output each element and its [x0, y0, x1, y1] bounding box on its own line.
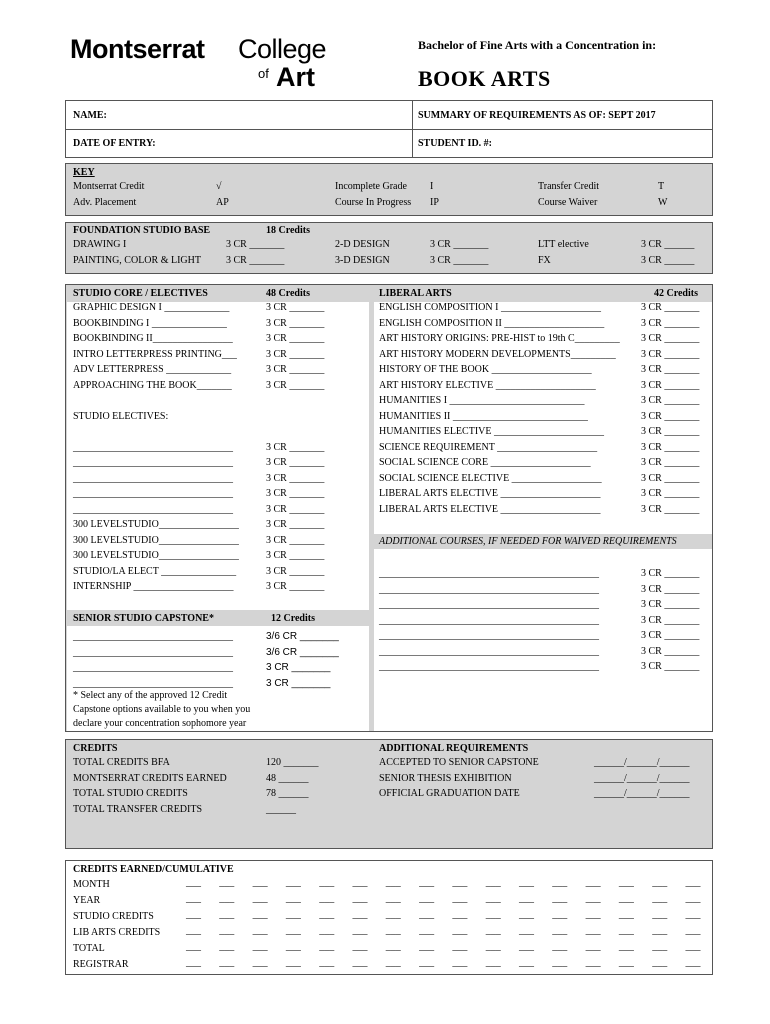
cumulative-row-list: [73, 877, 160, 973]
cumulative-cell[interactable]: ___: [252, 877, 268, 888]
cumulative-cell[interactable]: ___: [352, 893, 368, 904]
cumulative-cell[interactable]: ___: [252, 893, 268, 904]
cumulative-cell[interactable]: ___: [552, 925, 568, 936]
credit-blank[interactable]: 3 CR _______: [641, 364, 700, 375]
logo-text-montserrat: Montserrat: [70, 34, 205, 64]
studio-course: STUDIO ELECTIVES:: [73, 410, 169, 422]
key-symbol: I: [430, 181, 434, 192]
cumulative-cell[interactable]: ___: [385, 893, 401, 904]
liberal-course: ART HISTORY ELECTIVE ____________________: [379, 379, 596, 391]
credits-value[interactable]: 48 ______: [266, 772, 309, 784]
cumulative-cell[interactable]: ___: [685, 957, 701, 968]
cumulative-cell[interactable]: ___: [552, 877, 568, 888]
studio-credit-list: [266, 300, 324, 595]
additional-line[interactable]: ____________________________________________: [379, 661, 599, 672]
studio-course: 300 LEVELSTUDIO________________: [73, 550, 239, 561]
requirements-value-list: [594, 755, 690, 802]
cumulative-cell[interactable]: ___: [419, 893, 435, 904]
studio-course: ________________________________: [73, 488, 233, 499]
cumulative-cell[interactable]: ___: [519, 925, 534, 936]
liberal-course: HUMANITIES II ___________________________: [379, 410, 588, 422]
cumulative-cell[interactable]: ___: [585, 893, 601, 904]
credits-value-list: [266, 755, 319, 817]
cumulative-cell[interactable]: ___: [219, 941, 235, 952]
additional-line[interactable]: ____________________________________________: [379, 568, 599, 579]
course-name: DRAWING I: [73, 239, 127, 250]
credit-blank[interactable]: 3 CR _______: [226, 254, 285, 266]
cumulative-cell[interactable]: ___: [685, 893, 701, 904]
requirement-date[interactable]: ______/______/______: [594, 772, 690, 784]
cumulative-cell[interactable]: ___: [285, 877, 301, 888]
capstone-note: [73, 689, 250, 731]
cumulative-cell[interactable]: ___: [285, 941, 301, 952]
cumulative-cell[interactable]: ___: [252, 925, 268, 936]
summary-label: SUMMARY OF REQUIREMENTS AS OF: SEPT 2017: [418, 110, 656, 121]
credit-blank[interactable]: 3 CR _______: [641, 379, 700, 391]
liberal-credit-list: [641, 300, 699, 517]
foundation-title: FOUNDATION STUDIO BASE: [73, 225, 211, 236]
cumulative-cell[interactable]: ___: [452, 893, 468, 904]
cumulative-cell[interactable]: ___: [285, 893, 301, 904]
cumulative-cell[interactable]: ___: [585, 925, 601, 936]
capstone-line[interactable]: ________________________________: [73, 662, 233, 673]
logo-text-of: of: [258, 66, 269, 81]
credit-blank[interactable]: 3 CR _______: [266, 441, 325, 453]
credit-blank[interactable]: [266, 409, 324, 425]
cumulative-cell[interactable]: ___: [585, 877, 601, 888]
foundation-credits: 18 Credits: [266, 225, 310, 236]
studio-course: BOOKBINDING I _______________: [73, 317, 227, 329]
cumulative-cell[interactable]: ___: [652, 925, 668, 936]
cumulative-cell[interactable]: ___: [652, 941, 668, 952]
key-col-3: [335, 179, 411, 210]
requirement-date[interactable]: ______/______/______: [594, 757, 690, 768]
cumulative-cell[interactable]: ___: [485, 925, 501, 936]
credit-blank[interactable]: 3 CR _______: [641, 661, 700, 672]
key-label: Transfer Credit: [538, 181, 600, 192]
credits-label: TOTAL TRANSFER CREDITS: [73, 803, 203, 815]
credit-blank[interactable]: 3 CR _______: [641, 395, 700, 406]
additional-line[interactable]: ____________________________________________: [379, 630, 599, 641]
liberal-course: ENGLISH COMPOSITION I ____________________: [379, 302, 601, 313]
course-name: 3-D DESIGN: [335, 254, 390, 266]
additional-requirements-title: ADDITIONAL REQUIREMENTS: [379, 743, 529, 754]
cumulative-cell[interactable]: ___: [352, 909, 368, 920]
cumulative-cell[interactable]: ___: [186, 941, 201, 952]
credits-value[interactable]: ______: [266, 803, 296, 815]
credit-blank[interactable]: 3 CR _______: [266, 472, 325, 484]
cumulative-cell[interactable]: ___: [452, 941, 468, 952]
cumulative-cell[interactable]: ___: [385, 909, 401, 920]
key-label: Montserrat Credit: [73, 181, 145, 192]
course-name: 2-D DESIGN: [335, 239, 390, 250]
credit-blank[interactable]: 3 CR ______: [641, 239, 695, 250]
credit-blank[interactable]: 3/6 CR _______: [266, 646, 339, 658]
cumulative-cell[interactable]: ___: [385, 941, 401, 952]
cumulative-cell[interactable]: ___: [186, 925, 201, 936]
studio-course: ________________________________: [73, 472, 233, 484]
additional-line-list: [379, 566, 599, 675]
credit-blank[interactable]: 3 CR _______: [266, 677, 331, 689]
cumulative-cell[interactable]: ___: [485, 893, 501, 904]
student-id-field[interactable]: STUDENT ID. #:: [418, 138, 492, 149]
capstone-line-list: [73, 629, 233, 691]
cumulative-cell[interactable]: ___: [385, 877, 401, 888]
cumulative-cell[interactable]: ___: [452, 877, 468, 888]
credit-blank[interactable]: 3 CR _______: [266, 333, 325, 344]
cumulative-cell[interactable]: ___: [519, 941, 534, 952]
credit-blank[interactable]: 3 CR _______: [266, 379, 325, 391]
credit-blank[interactable]: 3 CR _______: [641, 503, 700, 515]
cumulative-cell[interactable]: ___: [685, 909, 701, 920]
liberal-course: SOCIAL SCIENCE ELECTIVE __________________: [379, 472, 602, 484]
cumulative-cell[interactable]: ___: [319, 877, 335, 888]
cumulative-cell[interactable]: ___: [618, 893, 634, 904]
additional-line[interactable]: ____________________________________________: [379, 583, 599, 595]
studio-course: [73, 424, 239, 440]
credit-blank[interactable]: 3 CR _______: [641, 583, 700, 595]
cumulative-cell[interactable]: ___: [685, 925, 701, 936]
cumulative-row-label: MONTH: [73, 879, 110, 890]
credit-blank[interactable]: 3 CR _______: [266, 519, 325, 530]
cumulative-cell[interactable]: ___: [618, 957, 634, 968]
note-line: declare your concentration sophomore year: [73, 718, 247, 729]
capstone-line[interactable]: ________________________________: [73, 631, 233, 642]
credit-blank[interactable]: 3 CR _______: [266, 662, 331, 673]
credits-label-list: [73, 755, 227, 817]
cumulative-cell[interactable]: ___: [219, 925, 235, 936]
credit-blank[interactable]: 3 CR _______: [266, 317, 325, 329]
credit-blank[interactable]: 3 CR ______: [641, 254, 695, 266]
credit-blank[interactable]: 3 CR _______: [641, 614, 700, 626]
cumulative-cell[interactable]: ___: [519, 893, 534, 904]
cumulative-cell[interactable]: ___: [485, 941, 501, 952]
credits-value[interactable]: 78 ______: [266, 788, 309, 799]
concentration-title: BOOK ARTS: [418, 66, 551, 91]
cumulative-cell[interactable]: ___: [618, 877, 634, 888]
cumulative-cell[interactable]: ___: [419, 909, 435, 920]
credits-label: TOTAL CREDITS BFA: [73, 757, 170, 768]
cumulative-cell[interactable]: ___: [419, 941, 435, 952]
cumulative-cell[interactable]: ___: [519, 909, 534, 920]
cumulative-cell[interactable]: ___: [452, 925, 468, 936]
date-of-entry-field[interactable]: DATE OF ENTRY:: [73, 138, 156, 149]
credits-section: [65, 739, 713, 849]
studio-course: INTRO LETTERPRESS PRINTING___: [73, 348, 237, 360]
cumulative-cell[interactable]: ___: [552, 941, 568, 952]
credit-blank[interactable]: 3 CR _______: [641, 410, 700, 422]
cumulative-cell[interactable]: ___: [219, 909, 235, 920]
key-label: Course In Progress: [335, 196, 412, 208]
credits-label: TOTAL STUDIO CREDITS: [73, 788, 188, 799]
cumulative-cell[interactable]: ___: [652, 877, 668, 888]
credit-blank[interactable]: 3 CR _______: [266, 503, 325, 515]
student-info-table: [65, 100, 713, 158]
credit-blank[interactable]: 3 CR _______: [430, 254, 489, 266]
credit-blank[interactable]: 3/6 CR _______: [266, 631, 339, 642]
key-label: Course Waiver: [538, 196, 598, 208]
cumulative-cell[interactable]: ___: [319, 909, 335, 920]
cumulative-cell[interactable]: ___: [385, 925, 401, 936]
studio-course: ________________________________: [73, 457, 233, 468]
cumulative-cell[interactable]: ___: [618, 941, 634, 952]
additional-line[interactable]: ____________________________________________: [379, 645, 599, 657]
name-field[interactable]: NAME:: [73, 110, 107, 121]
studio-credits: 48 Credits: [266, 288, 310, 299]
studio-course: INTERNSHIP ____________________: [73, 581, 234, 592]
cumulative-cell[interactable]: ___: [186, 909, 201, 920]
cumulative-cell[interactable]: ___: [385, 957, 401, 968]
cumulative-cell[interactable]: ___: [419, 925, 435, 936]
cumulative-cell[interactable]: ___: [652, 957, 668, 968]
liberal-course: LIBERAL ARTS ELECTIVE ____________________: [379, 488, 601, 499]
studio-course: APPROACHING THE BOOK_______: [73, 379, 232, 391]
credit-blank[interactable]: 3 CR _______: [266, 565, 325, 577]
credits-title: CREDITS: [73, 743, 118, 754]
liberal-course: HUMANITIES I ___________________________: [379, 395, 585, 406]
additional-courses-title: ADDITIONAL COURSES, IF NEEDED FOR WAIVED REQUIREMENTS: [379, 536, 677, 547]
cumulative-section: [65, 860, 713, 975]
cumulative-cell[interactable]: ___: [352, 925, 368, 936]
course-name: LTT elective: [538, 239, 589, 250]
cumulative-cell[interactable]: ___: [252, 909, 268, 920]
liberal-title: LIBERAL ARTS: [379, 288, 452, 299]
studio-course: 300 LEVELSTUDIO________________: [73, 534, 239, 546]
cumulative-cell[interactable]: ___: [452, 909, 468, 920]
key-label: Incomplete Grade: [335, 181, 407, 192]
note-line: * Select any of the approved 12 Credit: [73, 690, 228, 701]
cumulative-cell[interactable]: ___: [685, 941, 701, 952]
credit-blank[interactable]: 3 CR _______: [266, 348, 325, 360]
liberal-course: ENGLISH COMPOSITION II ____________________: [379, 317, 605, 329]
capstone-line[interactable]: ________________________________: [73, 677, 233, 689]
key-col-5: [538, 179, 599, 210]
credit-blank[interactable]: 3 CR _______: [641, 441, 700, 453]
key-col-4: [430, 179, 439, 210]
credit-blank[interactable]: 3 CR _______: [641, 317, 700, 329]
cumulative-cell[interactable]: ___: [186, 877, 201, 888]
liberal-credits: 42 Credits: [654, 288, 698, 299]
liberal-course: LIBERAL ARTS ELECTIVE ____________________: [379, 503, 601, 515]
cumulative-cell[interactable]: ___: [352, 957, 368, 968]
cumulative-cell[interactable]: ___: [352, 877, 368, 888]
credits-label: MONTSERRAT CREDITS EARNED: [73, 772, 227, 784]
cumulative-cell[interactable]: ___: [452, 957, 468, 968]
studio-course: BOOKBINDING II________________: [73, 333, 233, 344]
cumulative-cell[interactable]: ___: [319, 957, 335, 968]
course-name: FX: [538, 254, 551, 266]
cumulative-cell[interactable]: ___: [252, 957, 268, 968]
cumulative-cell[interactable]: ___: [485, 957, 501, 968]
studio-course: ________________________________: [73, 503, 233, 515]
credit-blank[interactable]: 3 CR _______: [641, 333, 700, 344]
credit-blank[interactable]: 3 CR _______: [226, 239, 285, 250]
key-symbol: AP: [216, 196, 229, 208]
cumulative-row-label: STUDIO CREDITS: [73, 911, 154, 922]
liberal-course: ART HISTORY ORIGINS: PRE-HIST to 19th C_________: [379, 333, 620, 344]
cumulative-cell[interactable]: ___: [685, 877, 701, 888]
cumulative-cell[interactable]: ___: [519, 957, 534, 968]
note-line: Capstone options available to you when you: [73, 704, 251, 715]
credit-blank[interactable]: 3 CR _______: [641, 472, 700, 484]
credit-blank[interactable]: 3 CR _______: [641, 426, 700, 437]
credit-blank[interactable]: 3 CR _______: [266, 550, 325, 561]
cumulative-cell[interactable]: ___: [319, 925, 335, 936]
cumulative-row-label: TOTAL: [73, 943, 105, 954]
key-col-2: [216, 179, 229, 210]
key-title: KEY: [73, 167, 95, 178]
liberal-course: ART HISTORY MODERN DEVELOPMENTS_________: [379, 348, 616, 360]
credit-blank[interactable]: [266, 424, 324, 440]
cumulative-cell[interactable]: ___: [285, 909, 301, 920]
additional-line[interactable]: ____________________________________________: [379, 599, 599, 610]
cumulative-title: CREDITS EARNED/CUMULATIVE: [73, 864, 234, 875]
credit-blank[interactable]: 3 CR _______: [430, 239, 489, 250]
requirement-label: ACCEPTED TO SENIOR CAPSTONE: [379, 757, 539, 768]
key-symbol: IP: [430, 196, 439, 208]
capstone-credits: 12 Credits: [271, 613, 315, 624]
cumulative-cell[interactable]: ___: [585, 941, 601, 952]
capstone-line[interactable]: ________________________________: [73, 646, 233, 658]
studio-course: ________________________________: [73, 441, 233, 453]
studio-title: STUDIO CORE / ELECTIVES: [73, 288, 208, 299]
cumulative-cell[interactable]: ___: [419, 957, 435, 968]
cumulative-row-label: LIB ARTS CREDITS: [73, 927, 161, 938]
cumulative-row-label: YEAR: [73, 895, 101, 906]
cumulative-cell[interactable]: ___: [419, 877, 435, 888]
liberal-course: HUMANITIES ELECTIVE ______________________: [379, 426, 604, 437]
liberal-course: HISTORY OF THE BOOK ____________________: [379, 364, 592, 375]
credit-blank[interactable]: [266, 393, 324, 409]
key-section: [65, 163, 713, 216]
cumulative-cell[interactable]: ___: [652, 893, 668, 904]
additional-line[interactable]: ____________________________________________: [379, 614, 599, 626]
capstone-credit-list: [266, 629, 339, 691]
studio-course-list: [73, 300, 239, 595]
key-symbol: √: [216, 181, 222, 192]
credit-blank[interactable]: 3 CR _______: [641, 302, 700, 313]
credit-blank[interactable]: 3 CR _______: [641, 488, 700, 499]
cumulative-cell[interactable]: ___: [652, 909, 668, 920]
studio-course: STUDIO/LA ELECT _______________: [73, 565, 237, 577]
credit-blank[interactable]: 3 CR _______: [266, 581, 325, 592]
cumulative-cell[interactable]: ___: [252, 941, 268, 952]
cumulative-cell[interactable]: ___: [618, 909, 634, 920]
cumulative-grid: [186, 877, 706, 973]
liberal-course: SCIENCE REQUIREMENT ____________________: [379, 441, 598, 453]
studio-course: GRAPHIC DESIGN I _____________: [73, 302, 230, 313]
requirement-label: OFFICIAL GRADUATION DATE: [379, 788, 520, 799]
requirement-date[interactable]: ______/______/______: [594, 788, 690, 799]
credit-blank[interactable]: 3 CR _______: [641, 599, 700, 610]
credit-blank[interactable]: 3 CR _______: [266, 488, 325, 499]
course-name: PAINTING, COLOR & LIGHT: [73, 254, 201, 266]
liberal-course: SOCIAL SCIENCE CORE ____________________: [379, 457, 591, 468]
cumulative-cell[interactable]: ___: [552, 957, 568, 968]
foundation-section: [65, 222, 713, 274]
cumulative-cell[interactable]: ___: [485, 909, 501, 920]
cumulative-cell[interactable]: ___: [219, 877, 235, 888]
cumulative-cell[interactable]: ___: [485, 877, 501, 888]
studio-course: ADV LETTERPRESS _____________: [73, 364, 232, 375]
cumulative-cell[interactable]: ___: [319, 893, 335, 904]
key-symbol: T: [658, 181, 665, 192]
key-label: Adv. Placement: [73, 196, 137, 208]
cumulative-cell[interactable]: ___: [285, 957, 301, 968]
cumulative-cell[interactable]: ___: [186, 893, 201, 904]
capstone-title: SENIOR STUDIO CAPSTONE*: [73, 613, 214, 624]
logo-text-college: College: [238, 34, 327, 64]
additional-credit-list: [641, 566, 699, 675]
requirements-label-list: [379, 755, 539, 802]
credit-blank[interactable]: 3 CR _______: [641, 645, 700, 657]
cumulative-cell[interactable]: ___: [552, 893, 568, 904]
cumulative-cell[interactable]: ___: [585, 957, 601, 968]
credit-blank[interactable]: 3 CR _______: [266, 302, 325, 313]
cumulative-row-label: REGISTRAR: [73, 959, 129, 970]
montserrat-logo: [70, 34, 330, 96]
key-symbol: W: [658, 196, 668, 208]
studio-course: [73, 393, 239, 409]
credit-blank[interactable]: 3 CR _______: [641, 568, 700, 579]
cumulative-cell[interactable]: ___: [219, 893, 235, 904]
cumulative-cell[interactable]: ___: [585, 909, 601, 920]
key-col-6: [658, 179, 667, 210]
cumulative-cell[interactable]: ___: [319, 941, 335, 952]
credit-blank[interactable]: 3 CR _______: [266, 534, 325, 546]
requirement-label: SENIOR THESIS EXHIBITION: [379, 772, 512, 784]
cumulative-cell[interactable]: ___: [352, 941, 368, 952]
cumulative-cell[interactable]: ___: [552, 909, 568, 920]
cumulative-cell[interactable]: ___: [219, 957, 235, 968]
credits-value[interactable]: 120 _______: [266, 757, 319, 768]
credit-blank[interactable]: 3 CR _______: [641, 630, 700, 641]
credit-blank[interactable]: 3 CR _______: [641, 348, 700, 360]
logo-text-art: Art: [276, 62, 315, 92]
liberal-course-list: [379, 300, 620, 517]
cumulative-cell[interactable]: ___: [186, 957, 201, 968]
cumulative-cell[interactable]: ___: [618, 925, 634, 936]
credit-blank[interactable]: 3 CR _______: [266, 364, 325, 375]
core-section: [65, 284, 713, 732]
studio-course: 300 LEVELSTUDIO________________: [73, 519, 239, 530]
key-col-1: [73, 179, 144, 210]
cumulative-cell[interactable]: ___: [519, 877, 534, 888]
credit-blank[interactable]: 3 CR _______: [641, 457, 700, 468]
cumulative-cell[interactable]: ___: [285, 925, 301, 936]
credit-blank[interactable]: 3 CR _______: [266, 457, 325, 468]
degree-heading: Bachelor of Fine Arts with a Concentration in:: [418, 38, 657, 52]
